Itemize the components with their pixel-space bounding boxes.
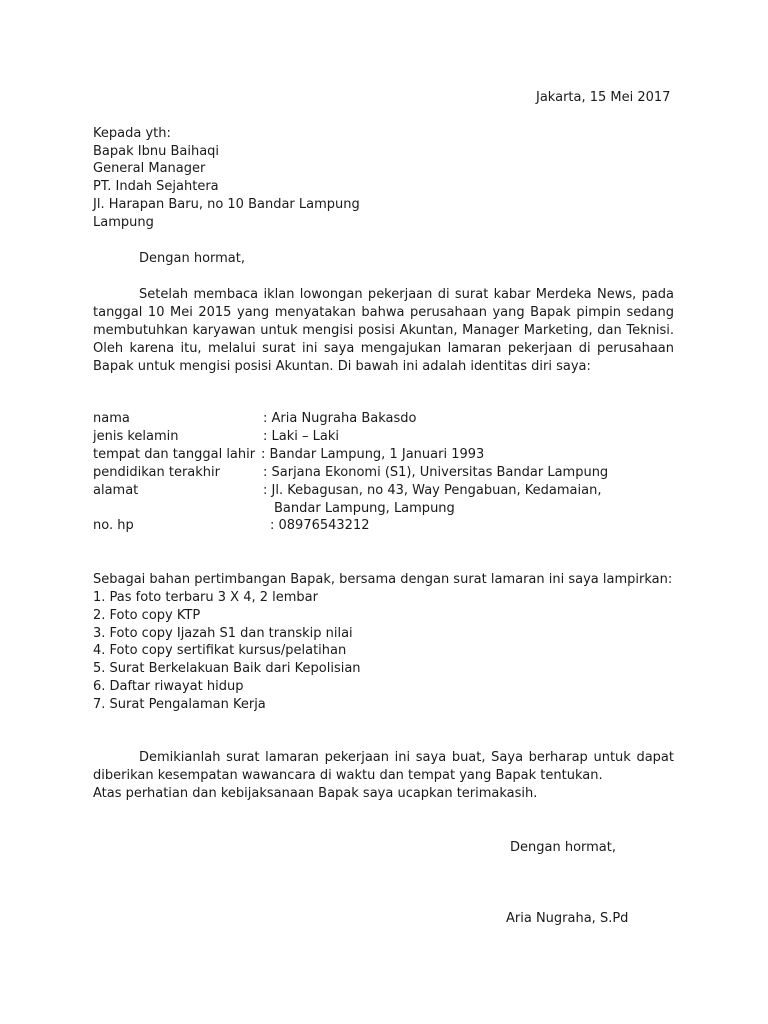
attachments-list xyxy=(93,589,361,714)
identity-label: tempat dan tanggal lahir xyxy=(93,447,256,462)
identity-value: : Aria Nugraha Bakasdo xyxy=(263,411,417,426)
intro-paragraph-text: Setelah membaca iklan lowongan pekerjaan di surat kabar Merdeka News, pada tanggal 10 Mei 2015 yang menyatakan bahwa perusahaan yang Bapak pimpin sedang membutuhkan karyawan untuk mengisi posisi Akuntan, Manager Marketing, dan Teknisi. Oleh karena itu, melalui surat ini saya mengajukan lamaran pekerjaan di perusahaan Bapak untuk mengisi posisi Akuntan. Di bawah ini adalah identitas diri saya: xyxy=(93,287,674,374)
identity-value: Bandar Lampung, Lampung xyxy=(274,501,455,516)
identity-value: : 08976543212 xyxy=(270,518,370,533)
identity-label: no. hp xyxy=(93,518,134,533)
identity-value: : Laki – Laki xyxy=(263,429,339,444)
recipient-city: Lampung xyxy=(93,215,154,230)
recipient-name: Bapak Ibnu Baihaqi xyxy=(93,144,220,159)
closing-paragraph-text: Demikianlah surat lamaran pekerjaan ini saya buat, Saya berharap untuk dapat diberikan kesempatan wawancara di waktu dan tempat yang Bapak tentukan. xyxy=(93,750,674,783)
recipient-salutation: Kepada yth: xyxy=(93,126,171,141)
place-date: Jakarta, 15 Mei 2017 xyxy=(536,90,671,105)
list-item: 2. Foto copy KTP xyxy=(93,607,201,623)
attachments-intro: Sebagai bahan pertimbangan Bapak, bersama dengan surat lamaran ini saya lampirkan: xyxy=(93,572,673,587)
recipient-address: Jl. Harapan Baru, no 10 Bandar Lampung xyxy=(93,197,360,212)
identity-label: alamat xyxy=(93,483,139,498)
list-item: 4. Foto copy sertifikat kursus/pelatihan xyxy=(93,643,347,659)
intro-paragraph xyxy=(93,286,674,376)
greeting: Dengan hormat, xyxy=(139,251,246,266)
identity-value: : Jl. Kebagusan, no 43, Way Pengabuan, Kedamaian, xyxy=(263,483,602,498)
signoff: Dengan hormat, xyxy=(510,840,617,855)
closing-paragraph xyxy=(93,749,674,785)
closing-thanks: Atas perhatian dan kebijaksanaan Bapak saya ucapkan terimakasih. xyxy=(93,786,538,801)
identity-value: : Bandar Lampung, 1 Januari 1993 xyxy=(261,447,485,462)
identity-label: pendidikan terakhir xyxy=(93,465,220,480)
identity-label: nama xyxy=(93,411,130,426)
identity-label: jenis kelamin xyxy=(93,429,179,444)
list-item: 1. Pas foto terbaru 3 X 4, 2 lembar xyxy=(93,590,318,605)
list-item: 5. Surat Berkelakuan Baik dari Kepolisian xyxy=(93,661,361,677)
recipient-position: General Manager xyxy=(93,161,206,176)
signature-name: Aria Nugraha, S.Pd xyxy=(506,911,629,926)
list-item: 6. Daftar riwayat hidup xyxy=(93,678,244,694)
recipient-company: PT. Indah Sejahtera xyxy=(93,179,219,194)
list-item: 3. Foto copy Ijazah S1 dan transkip nilai xyxy=(93,625,353,641)
identity-value: : Sarjana Ekonomi (S1), Universitas Bandar Lampung xyxy=(263,465,609,480)
list-item: 7. Surat Pengalaman Kerja xyxy=(93,696,266,712)
